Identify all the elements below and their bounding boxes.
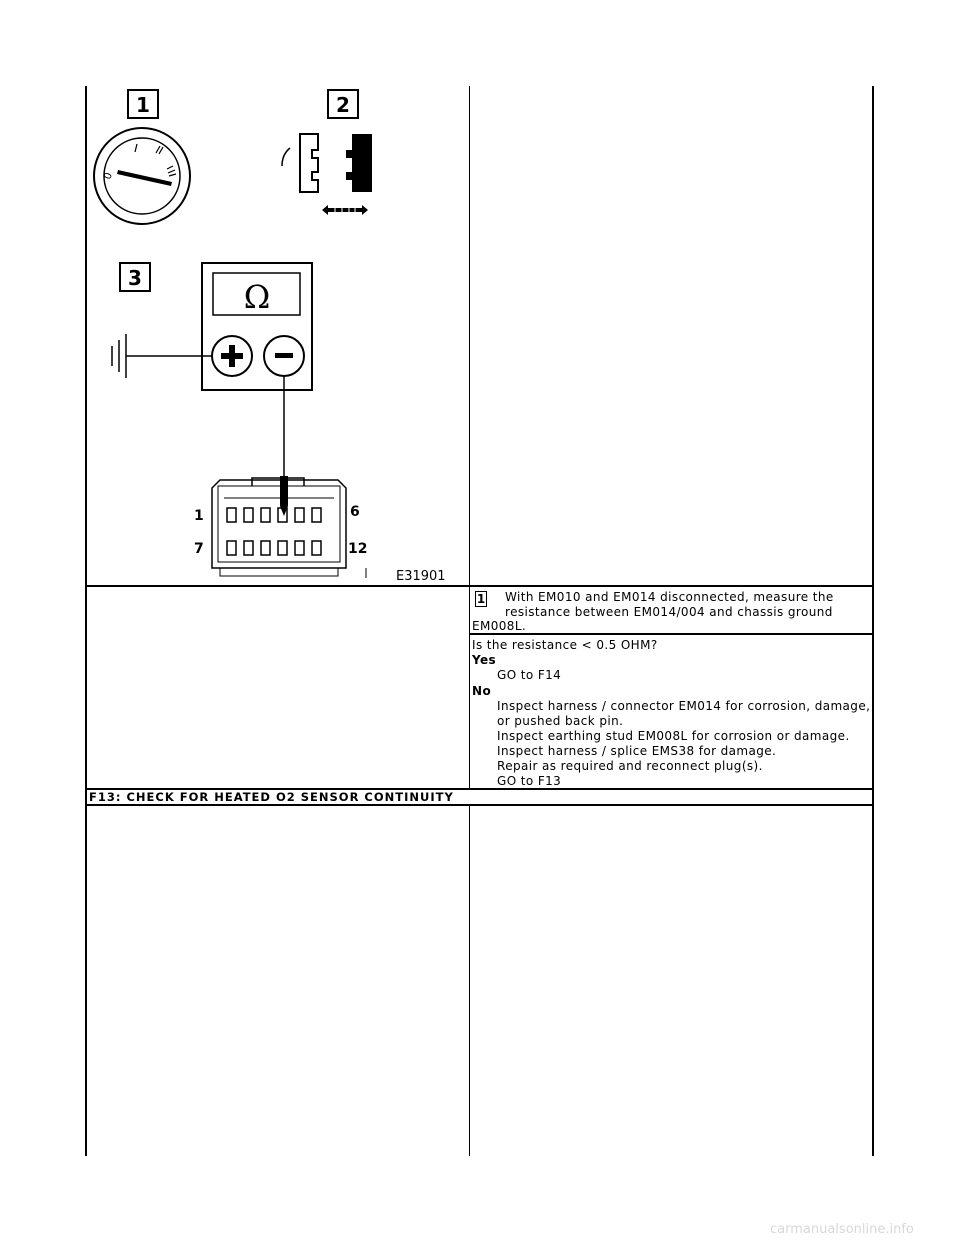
diagnostic-figure <box>90 88 465 583</box>
callout-label-3: 3 <box>128 266 142 290</box>
multimeter-icon <box>202 263 312 390</box>
no-action-6: GO to F13 <box>497 774 562 788</box>
pin-label-1: 1 <box>194 508 204 524</box>
column-divider-bottom <box>469 806 470 1156</box>
pin-label-7: 7 <box>194 541 204 557</box>
ignition-switch-icon <box>94 128 190 224</box>
table-left-border <box>85 86 87 1156</box>
section-heading: F13: CHECK FOR HEATED O2 SENSOR CONTINUITY <box>89 790 454 804</box>
callout-label-1: 1 <box>136 93 150 117</box>
ground-symbol-icon <box>112 334 212 378</box>
footer-watermark[interactable]: carmanualsonline.info <box>770 1222 914 1237</box>
no-action-3: Inspect earthing stud EM008L for corrosion or damage. <box>497 729 850 743</box>
table-right-border <box>872 86 874 1156</box>
step-text-line-2: resistance between EM014/004 and chassis ground <box>505 605 833 619</box>
row-divider-step <box>469 633 874 635</box>
pin-label-6: 6 <box>350 504 360 520</box>
callout-label-2: 2 <box>336 93 350 117</box>
no-action-5: Repair as required and reconnect plug(s). <box>497 759 763 773</box>
row-divider-figure <box>85 585 874 587</box>
pin-label-12: 12 <box>348 541 368 557</box>
column-divider-top <box>469 86 470 790</box>
step-number-box: 1 <box>476 592 486 606</box>
ohm-symbol: Ω <box>243 278 271 316</box>
connector-disconnect-icon <box>282 134 372 215</box>
no-action-4: Inspect harness / splice EMS38 for damage. <box>497 744 777 758</box>
no-label: No <box>472 684 492 698</box>
step-text-line-3: EM008L. <box>472 619 527 633</box>
connector-12-pin-icon <box>212 476 346 576</box>
question-text: Is the resistance < 0.5 OHM? <box>472 638 658 652</box>
yes-action: GO to F14 <box>497 668 562 682</box>
step-text-line-1: With EM010 and EM014 disconnected, measure the <box>505 590 834 604</box>
figure-id: E31901 <box>396 569 446 583</box>
no-action-1: Inspect harness / connector EM014 for corrosion, damage, <box>497 699 871 713</box>
yes-label: Yes <box>472 653 497 667</box>
svg-text:0: 0 <box>102 171 115 182</box>
no-action-2: or pushed back pin. <box>497 714 624 728</box>
